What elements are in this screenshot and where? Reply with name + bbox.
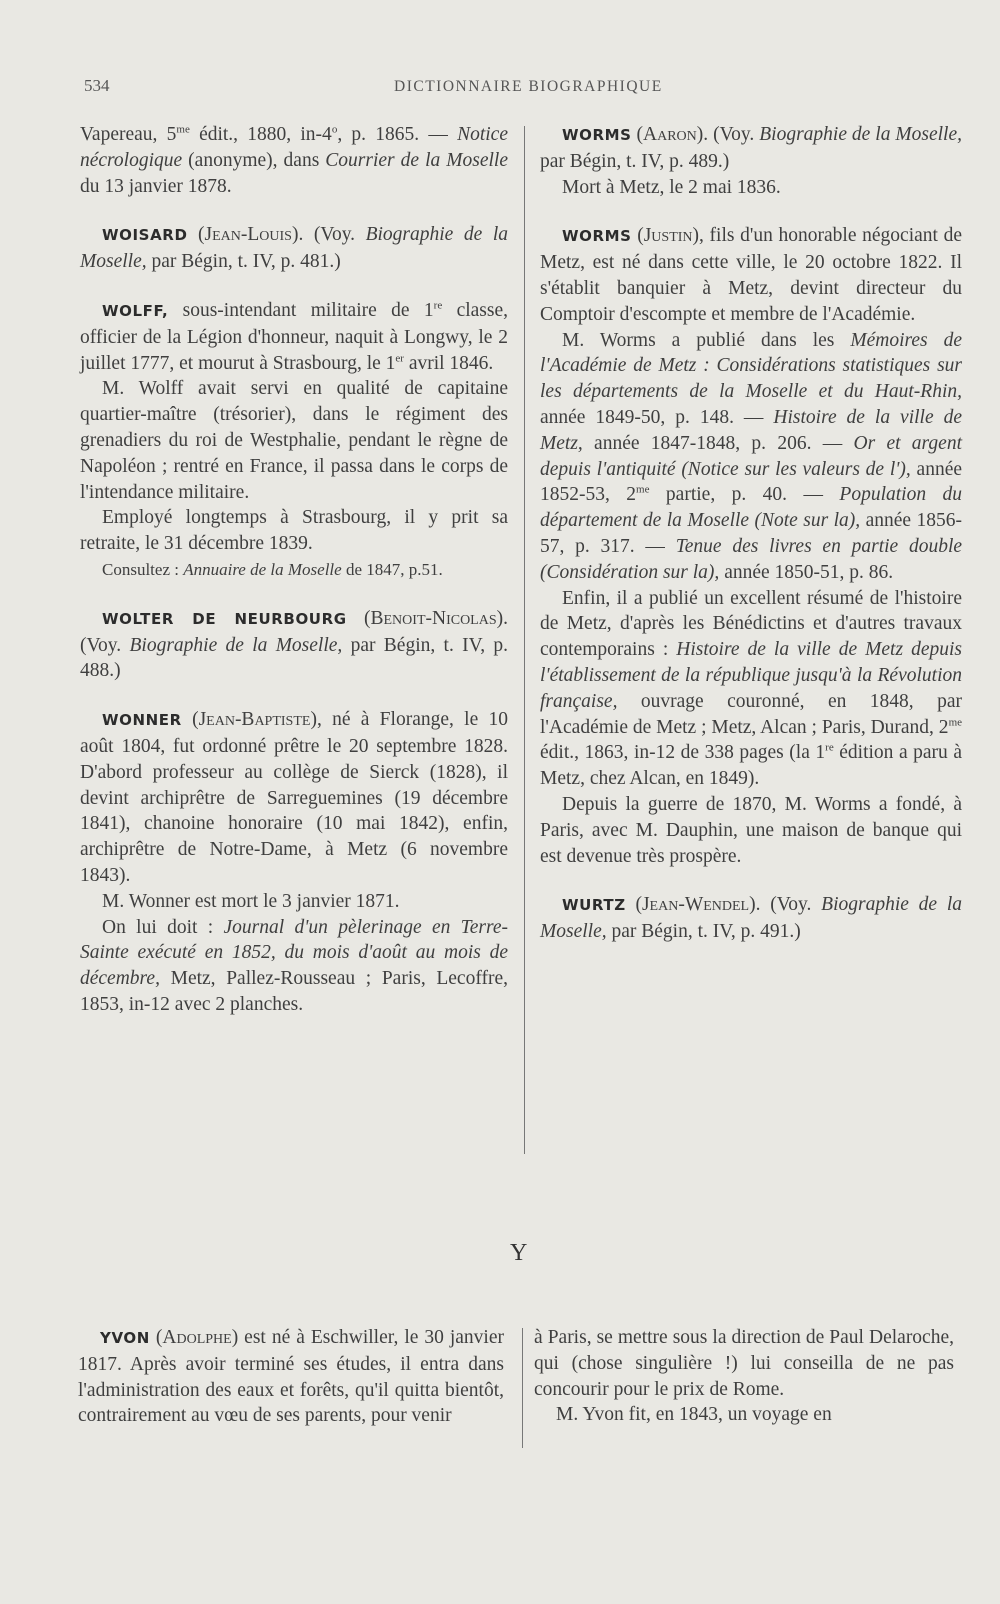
headword: YVON xyxy=(100,1329,150,1347)
column-divider-bottom xyxy=(522,1328,523,1448)
column-divider xyxy=(524,126,525,1154)
entry-woisard: WOISARD (Jean-Louis). (Voy. Biographie de la Moselle, par Bégin, t. IV, p. 481.) xyxy=(80,224,508,273)
headword: WONNER xyxy=(102,711,182,730)
running-title: DICTIONNAIRE BIOGRAPHIQUE xyxy=(394,78,663,95)
entry-wonner: WONNER (Jean-Baptiste), né à Florange, le 10 août 1804, fut ordonné prêtre le 20 septembre 1828. D'abord professeur au collège de Sierck (1828), il devint archiprêtre de Sarreguemines (19 décembre 1841), chanoine honoraire (10 mai 1842), enfin, archiprêtre de Notre-Dame, à Metz (6 novembre 1843). M. Wonner est mort le 3 janvier 1871. On lui doit : Journal d'un pèlerinage en Terre-Sainte exécuté en 1852, du mois d'août au mois de décembre, Metz, Pallez-Rousseau ; Paris, Lecoffre, 1853, in-12 avec 2 planches. xyxy=(80,709,508,1015)
left-column xyxy=(80,122,508,1018)
headword: WORMS xyxy=(562,126,632,144)
section-letter: Y xyxy=(510,1240,528,1266)
headword: WORMS xyxy=(562,227,632,246)
headword: WOLTER DE NEURBOURG xyxy=(102,609,347,628)
entry-wurtz: WURTZ (Jean-Wendel). (Voy. Biographie de la Moselle, par Bégin, t. IV, p. 491.) xyxy=(540,894,962,943)
entry-wolter-de-neurbourg: WOLTER DE NEURBOURG (Benoit-Nicolas). (Voy. Biographie de la Moselle, par Bégin, t. IV, p. 488.) xyxy=(80,607,508,682)
headword: WURTZ xyxy=(562,896,626,915)
entry-wolff: WOLFF, sous-intendant militaire de 1re classe, officier de la Légion d'honneur, naquit à Longwy, le 2 juillet 1777, et mourut à Strasbourg, le 1er avril 1846. M. Wolff avait servi en qualité de capitaine quartier-maître (trésorier), dans le régiment des grenadiers du roi de Westphalie, pendant le règne de Napoléon ; rentré en France, il passa dans le corps de l'intendance militaire. Employé longtemps à Strasbourg, il y prit sa retraite, le 31 décembre 1839. Consultez : Annuaire de la Moselle de 1847, p.51. xyxy=(80,299,509,579)
page-header xyxy=(84,76,964,104)
headword: WOLFF, xyxy=(102,301,169,320)
entry-yvon-left: YVON (Adolphe) est né à Eschwiller, le 30 janvier 1817. Après avoir terminé ses études, il entra dans l'administration des eaux et forêts, qu'il quitta bientôt, contrairement au vœu de ses parents, pour venir xyxy=(78,1327,504,1427)
entry-yvon-right: à Paris, se mettre sous la direction de Paul Delaroche, qui (chose singulière !) lui conseilla de ne pas concourir pour le prix de Rome. M. Yvon fit, en 1843, un voyage en xyxy=(534,1327,954,1426)
page-number: 534 xyxy=(84,76,110,95)
entry-continuation: Vapereau, $5^{me}$ édit., 1880, in-4$^o$, p. 1865. — Notice nécrologique (anonyme), dans Courrier de la Moselle du 13 janvier 1878. xyxy=(80,123,508,197)
entry-worms-justin: WORMS (Justin), fils d'un honorable négociant de Metz, est né dans cette ville, le 20 octobre 1822. Il s'établit banquier à Metz, devint directeur du Comptoir d'escompte et membre de l'Académie. M. Worms a publié dans les Mémoires de l'Académie de Metz : Considérations statistiques sur les départements de la Moselle et du Haut-Rhin, année 1849-50, p. 148. — Histoire de la ville de Metz, année 1847-1848, p. 206. — Or et argent depuis l'antiquité (Notice sur les valeurs de l'), année 1852-53, $2^{me}$ partie, p. 40. — Population du département de la Moselle (Note sur la), année 1856-57, p. 317. — Tenue des livres en partie double (Considération sur la), année 1850-51, p. 86. Enfin, il a publié un excellent résumé de l'histoire de Metz, d'après les Bénédictins et d'autres travaux contemporains : Histoire de la ville de Metz depuis l'établissement de la république jusqu'à la Révolution française, ouvrage couronné, en 1848, par l'Académie de Metz ; Metz, Alcan ; Paris, Durand, $2^{me}$ édit., 1863, in-12 de 338 pages (la 1re édition a paru à Metz, chez Alcan, en 1849). Depuis la guerre de 1870, M. Worms a fondé, à Paris, avec M. Dauphin, une maison de banque qui est devenue très prospère. xyxy=(540,225,963,867)
entry-worms-aaron: WORMS (Aaron). (Voy. Biographie de la Moselle, par Bégin, t. IV, p. 489.) Mort à Metz, le 2 mai 1836. xyxy=(540,124,963,198)
headword: WOISARD xyxy=(102,226,188,245)
right-column xyxy=(540,122,962,945)
